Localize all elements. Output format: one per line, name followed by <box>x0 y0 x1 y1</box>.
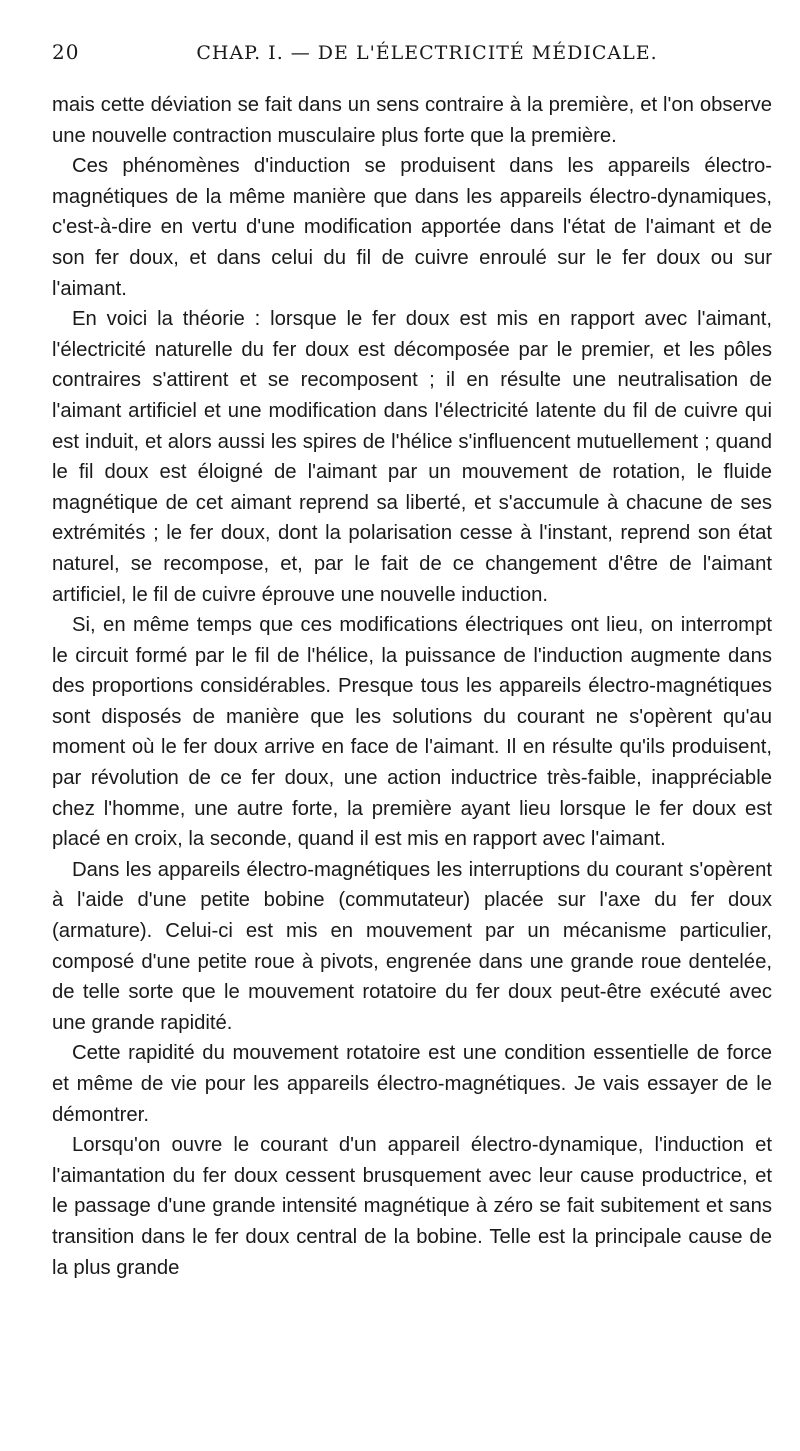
paragraph-4: Si, en même temps que ces modifications électriques ont lieu, on interrompt le circuit formé par le fil de l'hélice, la puissance de l'induction augmente dans des proportions considérables. Presque tous les appareils électro-magnétiques sont disposés de manière que les solutions du courant ne s'opèrent qu'au moment où le fer doux arrive en face de l'aimant. Il en résulte qu'ils produisent, par révolution de ce fer doux, une action inductrice très-faible, inappréciable chez l'homme, une autre forte, la première ayant lieu lorsque le fer doux est placé en croix, la seconde, quand il est mis en rapport avec l'aimant. <box>52 614 772 851</box>
page-number: 20 <box>52 40 80 64</box>
paragraph-1: mais cette déviation se fait dans un sens contraire à la première, et l'on observe une nouvelle contraction musculaire plus forte que la première. <box>52 94 772 147</box>
paragraph-2: Ces phénomènes d'induction se produisent dans les appareils électro-magnétiques de la même manière que dans les appareils électro-dynamiques, c'est-à-dire en vertu d'une modification apportée dans l'état de l'aimant et de son fer doux, et dans celui du fil de cuivre enroulé sur le fer doux ou sur l'aimant. <box>52 155 772 300</box>
book-page <box>52 40 772 1283</box>
paragraph-6: Cette rapidité du mouvement rotatoire est une condition essentielle de force et même de vie pour les appareils électro-magnétiques. Je vais essayer de le démontrer. <box>52 1042 772 1126</box>
paragraph-3: En voici la théorie : lorsque le fer doux est mis en rapport avec l'aimant, l'électricité naturelle du fer doux est décomposée par le premier, et les pôles contraires s'attirent et se recomposent ; il en résulte une neutralisation de l'aimant artificiel et une modification dans l'électricité latente du fil de cuivre qui est induit, et alors aussi les spires de l'hélice s'influencent mutuellement ; quand le fil doux est éloigné de l'aimant par un mouvement de rotation, le fluide magnétique de cet aimant reprend sa liberté, et s'accumule à chacune de ses extrémités ; le fer doux, dont la polarisation cesse à l'instant, reprend son état naturel, se recompose, et, par le fait de ce changement d'être de l'aimant artificiel, le fil de cuivre éprouve une nouvelle induction. <box>52 308 772 606</box>
running-head <box>52 40 772 80</box>
paragraph-7: Lorsqu'on ouvre le courant d'un appareil électro-dynamique, l'induction et l'aimantation du fer doux cessent brusquement avec leur cause productrice, et le passage d'une grande intensité magnétique à zéro se fait subitement et sans transition dans le fer doux central de la bobine. Telle est la principale cause de la plus grande <box>52 1134 772 1279</box>
chapter-title: CHAP. I. — DE L'ÉLECTRICITÉ MÉDICALE. <box>196 42 658 64</box>
paragraph-5: Dans les appareils électro-magnétiques les interruptions du courant s'opèrent à l'aide d'une petite bobine (commutateur) placée sur l'axe du fer doux (armature). Celui-ci est mis en mouvement par un mécanisme particulier, composé d'une petite roue à pivots, engrenée dans une grande roue dentelée, de telle sorte que le mouvement rotatoire du fer doux peut-être exécuté avec une grande rapidité. <box>52 858 772 1034</box>
body-text <box>52 90 772 1283</box>
